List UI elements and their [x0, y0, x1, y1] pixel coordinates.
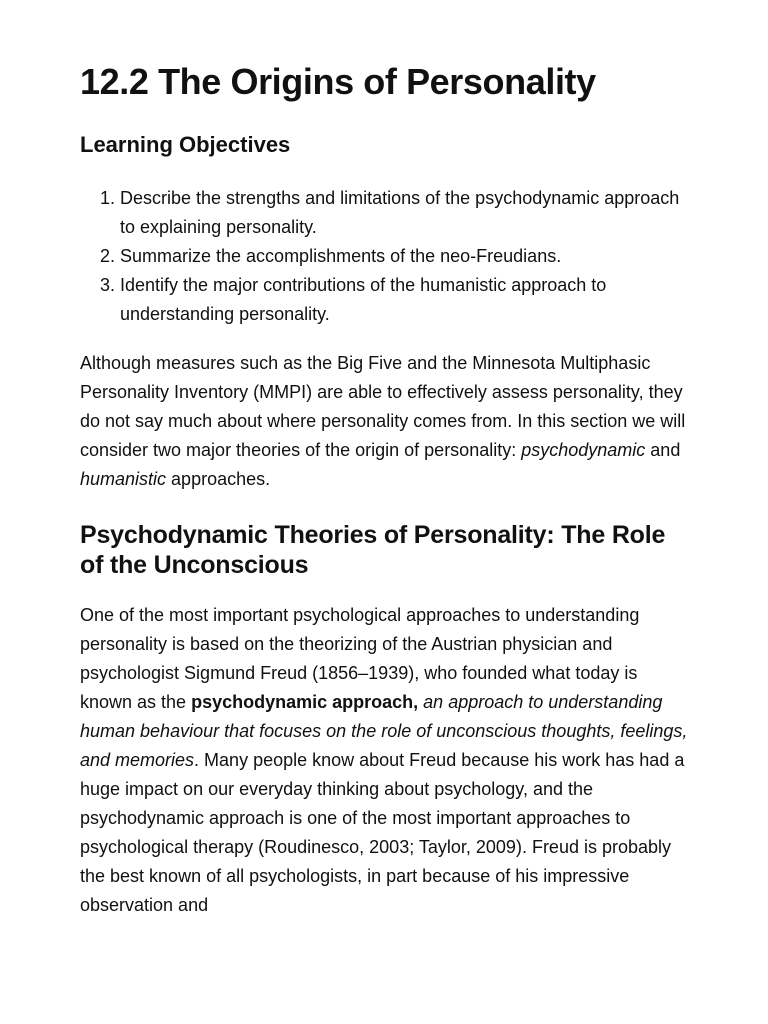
- list-item: 1. Describe the strengths and limitations of the psychodynamic approach to explaining personality.: [120, 184, 690, 242]
- page-title: 12.2 The Origins of Personality: [80, 61, 596, 102]
- intro-text: Although measures such as the Big Five and the Minnesota Multiphasic Personality Inventory (MMPI) are able to effectively assess personality, they do not say much about where personality comes from. In this section we will consider two major theories of the origin of personality:: [80, 353, 686, 460]
- intro-text: and: [645, 440, 681, 460]
- body-paragraph: [80, 601, 690, 920]
- intro-emphasis-humanistic: humanistic: [80, 469, 167, 489]
- section-heading: Psychodynamic Theories of Personality: The Role of the Unconscious: [80, 521, 666, 579]
- list-item: 3. Identify the major contributions of the humanistic approach to understanding personality.: [120, 271, 690, 329]
- body-text: One of the most important psychological approaches to understanding personality is based on the theorizing of the Austrian physician and psychologist Sigmund Freud (1856–1939), who founded what today is known as the: [80, 605, 640, 712]
- key-term-definition: an approach to understanding human behaviour that focuses on the role of unconscious thoughts, feelings, and memories: [80, 692, 688, 770]
- list-item: 2. Summarize the accomplishments of the neo-Freudians.: [120, 242, 690, 271]
- learning-objectives-list: [80, 184, 690, 329]
- body-text: . Many people know about Freud because his work has had a huge impact on our everyday thinking about psychology, and the psychodynamic approach is one of the most important approaches to psychological therapy (Roudinesco, 2003; Taylor, 2009). Freud is probably the best known of all psychologists, in part because of his impressive observation and: [80, 750, 685, 915]
- intro-emphasis-psychodynamic: psychodynamic: [521, 440, 646, 460]
- intro-text: approaches.: [166, 469, 271, 489]
- intro-paragraph: [80, 349, 690, 494]
- key-term: psychodynamic approach,: [191, 692, 419, 712]
- learning-objectives-heading: Learning Objectives: [80, 132, 291, 157]
